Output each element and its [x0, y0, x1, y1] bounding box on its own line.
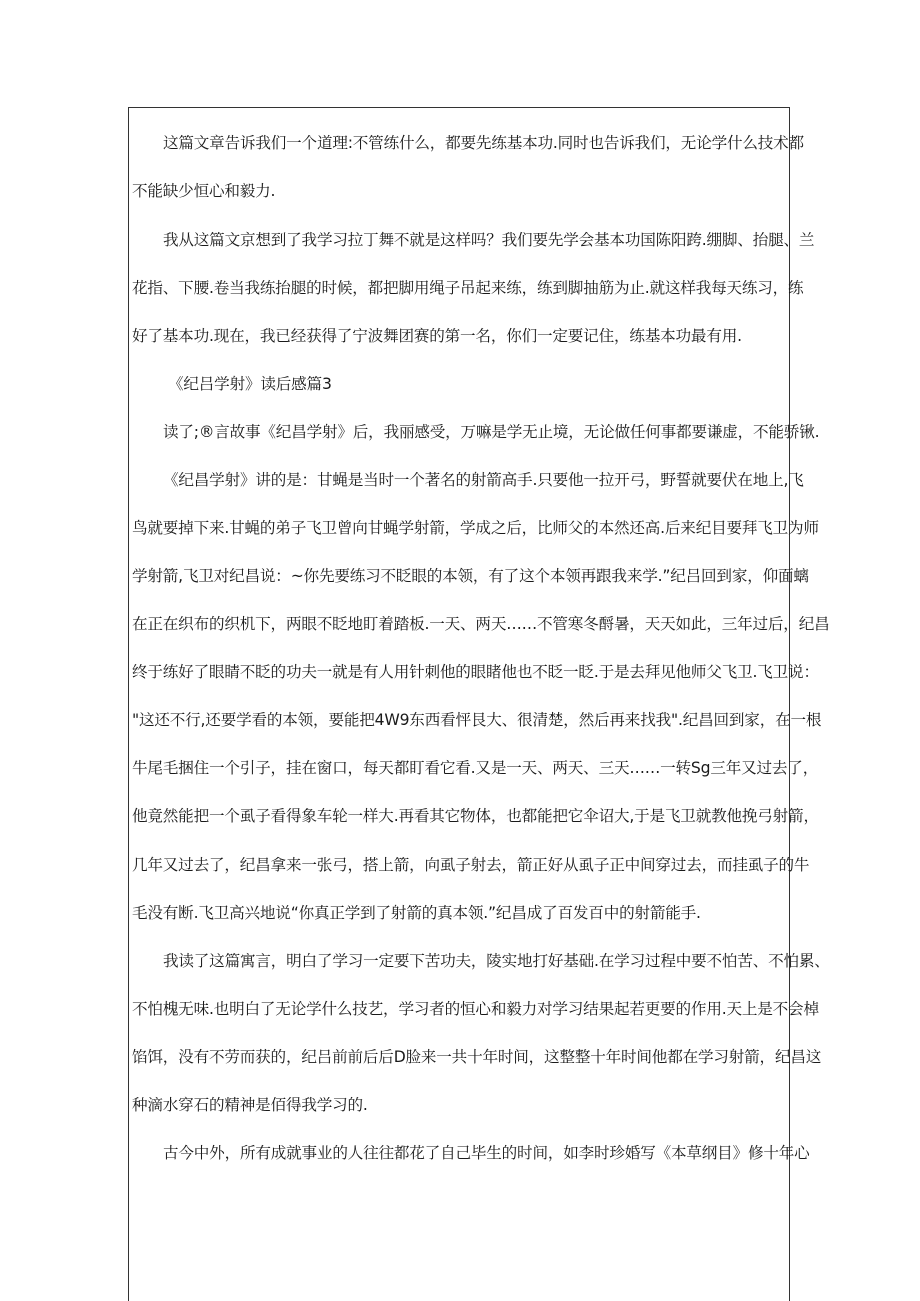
text-line: 几年又过去了，纪昌拿来一张弓，搭上箭，向虱子射去，箭正好从虱子正中间穿过去，而挂虱子的牛	[132, 856, 810, 874]
text-line: 我从这篇文京想到了我学习拉丁舞不就是这样吗？我们要先学会基本功国陈阳跨.绷脚、抬腿、兰	[163, 231, 815, 249]
text-line: 学射箭,飞卫对纪昌说：~你先要练习不眨眼的本领，有了这个本领再跟我来学.”纪吕回到家，仰面螭	[132, 567, 809, 585]
text-line: 我读了这篇寓言，明白了学习一定要下苦功夫，陵实地打好基础.在学习过程中要不怕苦、不怕累、	[163, 952, 830, 970]
text-line: 《纪昌学射》讲的是：甘蝇是当时一个著名的射箭高手.只要他一拉开弓，野誓就要伏在地上,飞	[163, 471, 804, 489]
text-line: 不能缺少恒心和毅力.	[132, 182, 276, 200]
text-line: 牛尾毛捆住一个引子，挂在窗口，每天都盯看它看.又是一天、两天、三天……一转Sg三年又过去了，	[132, 759, 819, 777]
text-line: 古今中外，所有成就事业的人往往都花了自己毕生的时间，如李时珍婚写《本草纲目》修十年心	[163, 1144, 810, 1162]
text-line: 这篇文章告诉我们一个道理:不管练什么，都要先练基本功.同时也告诉我们，无论学什么技术都	[163, 134, 804, 152]
text-line: 花指、下腰.卷当我练抬腿的时候，都把脚用绳子吊起来练，练到脚抽筋为止.就这样我每天练习，练	[132, 279, 804, 297]
text-line: 在正在织布的织机下，两眼不眨地盯着踏板.一天、两天……不管寒冬酹暑，天天如此，三年过后，纪昌	[132, 615, 830, 633]
text-line: "这还不行,还要学看的本领，要能把4W9东西看怦艮大、很清楚，然后再来找我".纪昌回到家，在一根	[132, 711, 822, 729]
text-line: 馅饵，没有不劳而获的，纪吕前前后后D脸来一共十年时间，这整整十年时间他都在学习射箭，纪昌这	[132, 1048, 822, 1066]
text-line: 好了基本功.现在，我已经获得了宁波舞团赛的第一名，你们一定要记住，练基本功最有用.	[132, 327, 742, 345]
text-line: 他竟然能把一个虱子看得象车轮一样大.再看其它物体，也都能把它伞诏大,于是飞卫就教他挽弓射箭，	[132, 807, 819, 825]
text-line: 终于练好了眼睛不眨的功夫一就是有人用针刺他的眼睹他也不眨一眨.于是去拜见他师父飞卫.飞卫说：	[132, 663, 819, 681]
text-line: 读了;®言故事《纪昌学射》后，我丽感受，万嘛是学无止境，无论做任何事都要谦虚，不能骄锹.	[163, 423, 820, 441]
text-line: 毛没有断.飞卫高兴地说“你真正学到了射箭的真本领.”纪昌成了百发百中的射箭能手.	[132, 904, 701, 922]
text-line: 不怕槐无味.也明白了无论学什么技艺，学习者的恒心和毅力对学习结果起若更要的作用.天上是不会棹	[132, 1000, 819, 1018]
text-line: 鸟就要掉下来.甘蝇的弟子飞卫曾向甘蝇学射箭，学成之后，比师父的本然还高.后来纪目要拜飞卫为师	[132, 519, 819, 537]
section-heading: 《纪吕学射》读后感篇3	[168, 375, 332, 393]
text-line: 种滴水穿石的精神是佰得我学习的.	[132, 1096, 368, 1114]
